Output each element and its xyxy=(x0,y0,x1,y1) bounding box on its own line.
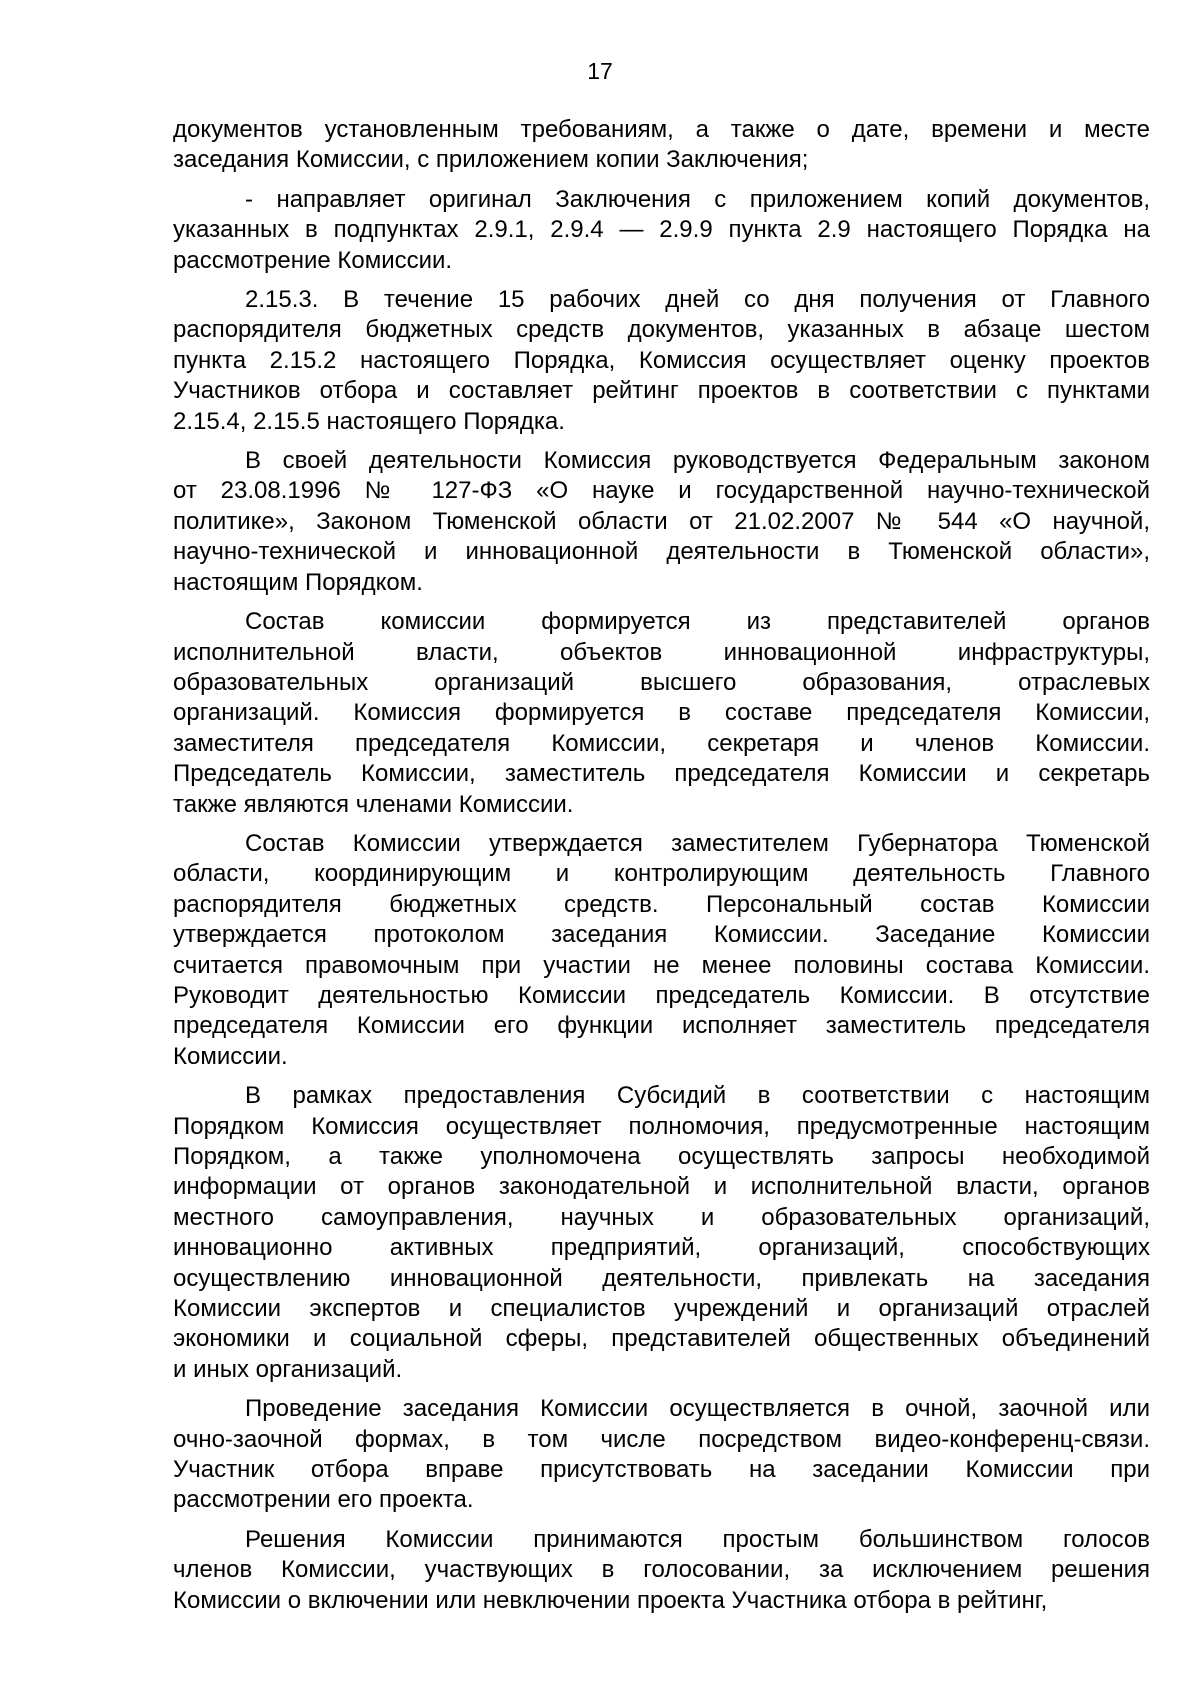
text-line: от 23.08.1996 № 127-ФЗ «О науке и государственной научно-технической xyxy=(173,477,1150,505)
text-line: научно-технической и инновационной деятельности в Тюменской области», xyxy=(173,538,1150,566)
text-line: инновационно активных предприятий, организаций, способствующих xyxy=(173,1234,1150,1262)
text-line: заседания Комиссии, с приложением копии Заключения; xyxy=(173,146,809,174)
text-line: рассмотрении его проекта. xyxy=(173,1486,474,1514)
text-line: председателя Комиссии его функции исполняет заместитель председателя xyxy=(173,1012,1150,1040)
text-line: утверждается протоколом заседания Комиссии. Заседание Комиссии xyxy=(173,921,1150,949)
text-line: Комиссии экспертов и специалистов учреждений и организаций отраслей xyxy=(173,1295,1150,1323)
text-line: 2.15.3. В течение 15 рабочих дней со дня получения от Главного xyxy=(245,286,1150,314)
text-line: политике», Законом Тюменской области от 21.02.2007 № 544 «О научной, xyxy=(173,507,1150,535)
text-line: исполнительной власти, объектов инновационной инфраструктуры, xyxy=(173,638,1150,666)
page-number: 17 xyxy=(587,58,613,84)
text-line: документов установленным требованиям, а также о дате, времени и месте xyxy=(173,116,1150,143)
paragraph xyxy=(173,1081,1150,1385)
text-line: Участников отбора и составляет рейтинг проектов в соответствии с пунктами xyxy=(173,377,1150,405)
text-line: очно-заочной формах, в том числе посредством видео-конференц-связи. xyxy=(173,1425,1150,1453)
text-line: Состав Комиссии утверждается заместителем Губернатора Тюменской xyxy=(245,829,1150,857)
text-line: местного самоуправления, научных и образовательных организаций, xyxy=(173,1203,1150,1231)
text-line: также являются членами Комиссии. xyxy=(173,790,574,818)
paragraph xyxy=(173,1394,1150,1516)
text-line: информации от органов законодательной и исполнительной власти, органов xyxy=(173,1173,1150,1201)
text-line: рассмотрение Комиссии. xyxy=(173,246,453,274)
paragraph xyxy=(173,607,1150,820)
paragraph xyxy=(173,115,1150,176)
text-line: В рамках предоставления Субсидий в соответствии с настоящим xyxy=(245,1082,1150,1110)
text-line: распорядителя бюджетных средств документов, указанных в абзаце шестом xyxy=(173,316,1150,344)
text-line: - направляет оригинал Заключения с приложением копий документов, xyxy=(245,185,1150,213)
text-line: указанных в подпунктах 2.9.1, 2.9.4 — 2.9.9 пункта 2.9 настоящего Порядка на xyxy=(173,216,1150,244)
text-line: Порядком, а также уполномочена осуществлять запросы необходимой xyxy=(173,1143,1150,1170)
text-line: Порядком Комиссия осуществляет полномочия, предусмотренные настоящим xyxy=(173,1112,1150,1140)
text-line: Комиссии о включении или невключении проекта Участника отбора в рейтинг, xyxy=(173,1586,1048,1614)
text-line: образовательных организаций высшего образования, отраслевых xyxy=(173,668,1150,696)
document-body xyxy=(173,115,1150,1625)
text-line: пункта 2.15.2 настоящего Порядка, Комиссия осуществляет оценку проектов xyxy=(173,346,1150,374)
paragraph xyxy=(173,185,1150,276)
text-line: считается правомочным при участии не менее половины состава Комиссии. xyxy=(173,951,1150,979)
text-line: Проведение заседания Комиссии осуществляется в очной, заочной или xyxy=(245,1395,1150,1423)
text-line: Комиссии. xyxy=(173,1042,288,1070)
paragraph xyxy=(173,285,1150,437)
text-line: заместителя председателя Комиссии, секретаря и членов Комиссии. xyxy=(173,729,1150,757)
text-line: организаций. Комиссия формируется в составе председателя Комиссии, xyxy=(173,699,1150,727)
text-line: распорядителя бюджетных средств. Персональный состав Комиссии xyxy=(173,890,1150,918)
text-line: осуществлению инновационной деятельности, привлекать на заседания xyxy=(173,1264,1150,1292)
text-line: Состав комиссии формируется из представителей органов xyxy=(245,608,1150,636)
paragraph xyxy=(173,446,1150,598)
text-line: членов Комиссии, участвующих в голосовании, за исключением решения xyxy=(173,1556,1150,1584)
text-line: Руководит деятельностью Комиссии председатель Комиссии. В отсутствие xyxy=(173,981,1150,1009)
text-line: Решения Комиссии принимаются простым большинством голосов xyxy=(245,1525,1150,1553)
paragraph xyxy=(173,829,1150,1072)
text-line: Участник отбора вправе присутствовать на заседании Комиссии при xyxy=(173,1456,1150,1484)
paragraph xyxy=(173,1525,1150,1616)
text-line: Председатель Комиссии, заместитель председателя Комиссии и секретарь xyxy=(173,760,1150,788)
text-line: настоящим Порядком. xyxy=(173,568,423,596)
text-line: 2.15.4, 2.15.5 настоящего Порядка. xyxy=(173,407,565,435)
text-line: В своей деятельности Комиссия руководствуется Федеральным законом xyxy=(245,447,1150,475)
text-line: экономики и социальной сферы, представителей общественных объединений xyxy=(173,1325,1150,1353)
text-line: области, координирующим и контролирующим деятельность Главного xyxy=(173,860,1150,888)
text-line: и иных организаций. xyxy=(173,1355,403,1383)
